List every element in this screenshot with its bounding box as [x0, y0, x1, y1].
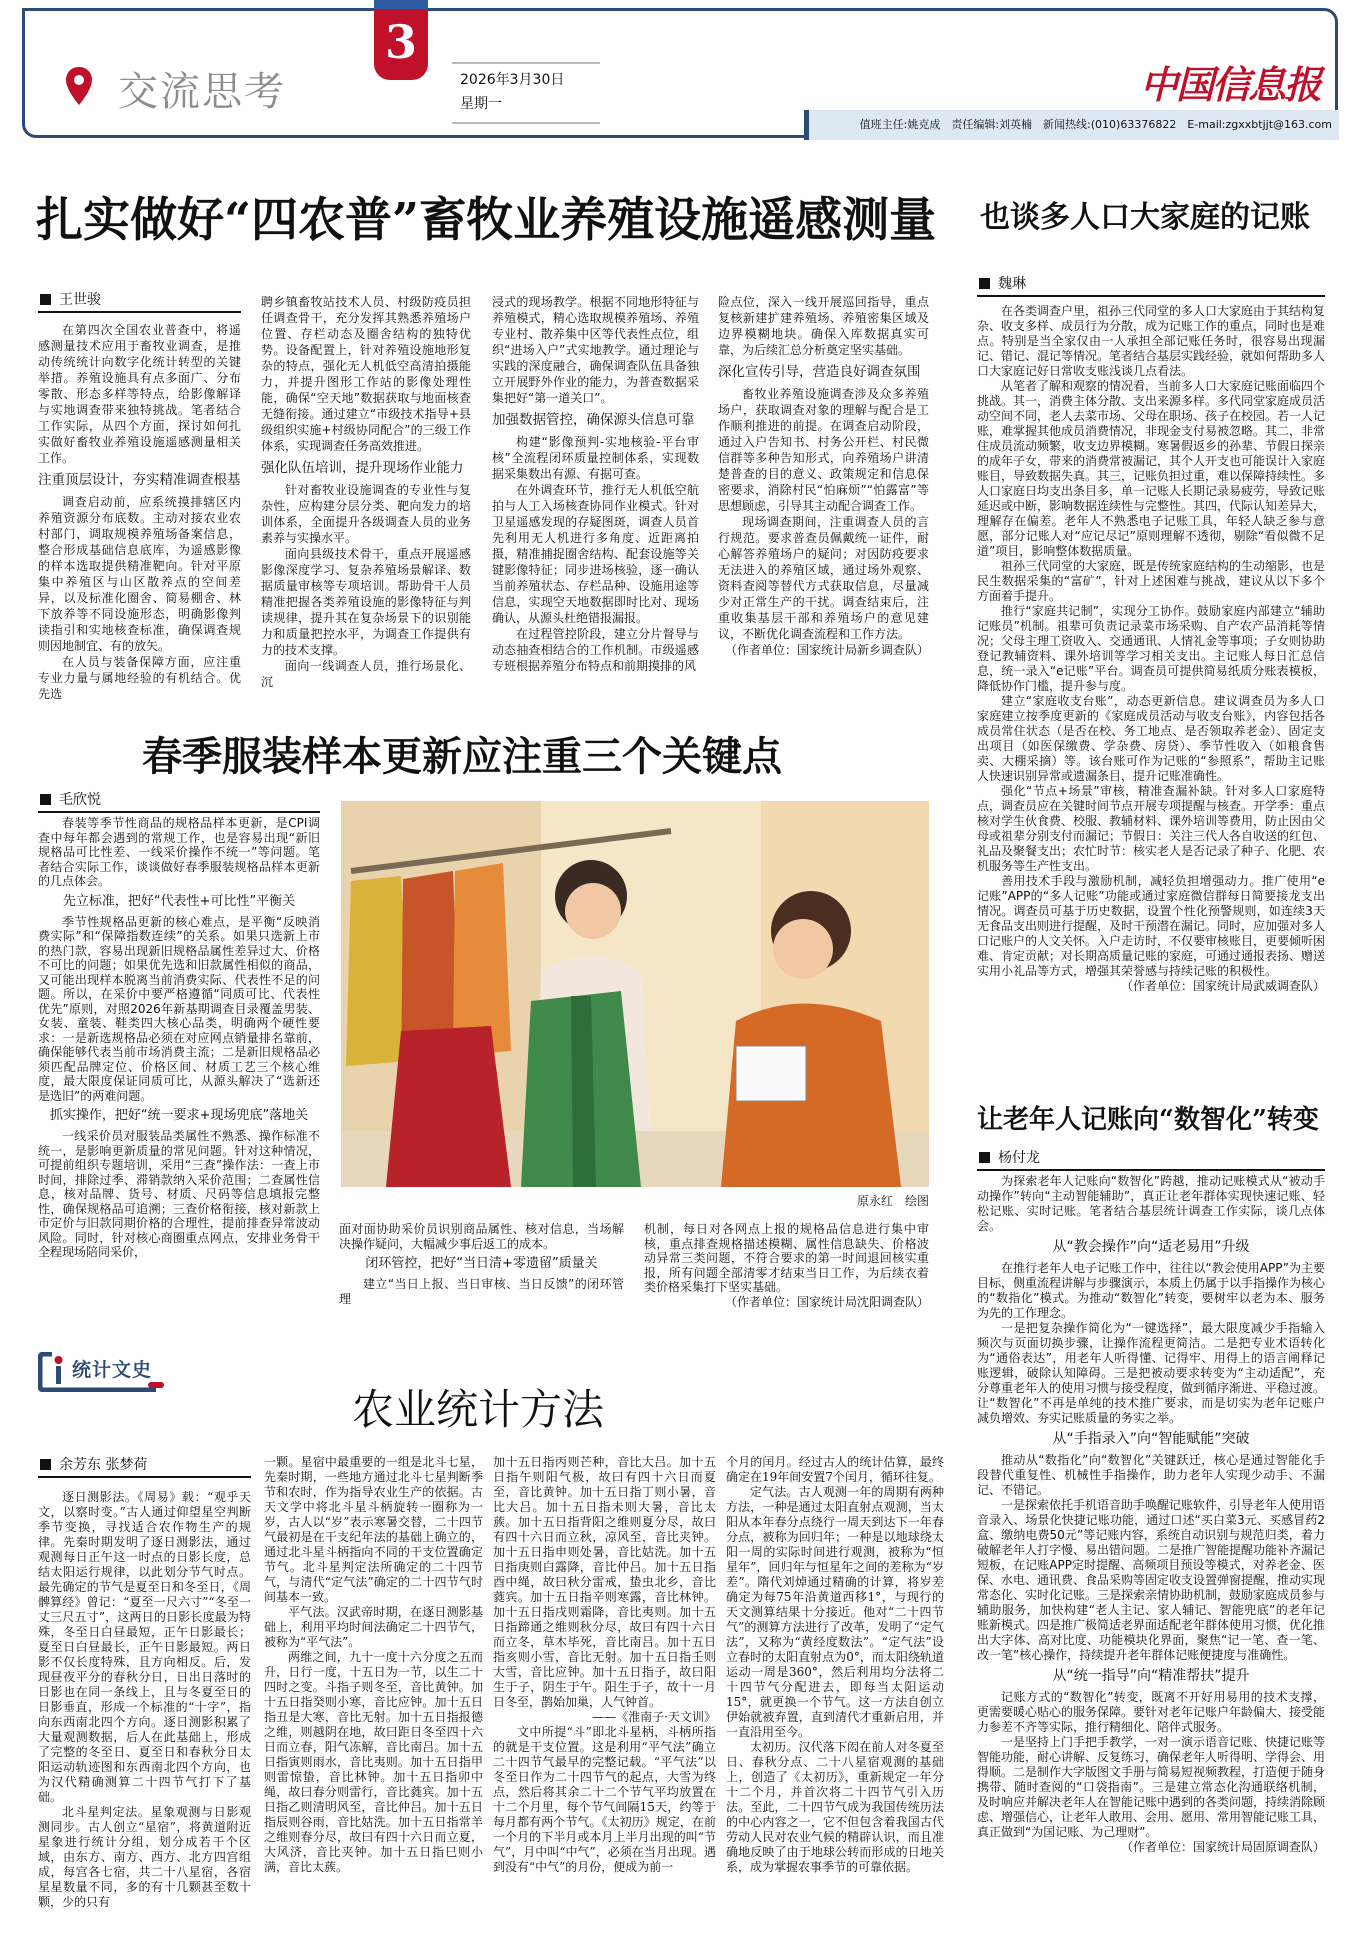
- paragraph: 在第四次全国农业普查中，将遥感测量技术应用于畜牧业调查，是推动传统统计向数字化统计转型的关键举措。养殖设施具有点多面广、分布零散、形态多样等特点，给影像解译与实地调查带来独特挑战。笔者结合工作实际，从四个方面，探讨如何扎实做好畜牧业养殖设施遥感测量相关工作。: [38, 323, 241, 465]
- section-heading: 从“教会操作”向“适老易用”升级: [1052, 1239, 1250, 1255]
- article-column: [261, 294, 471, 690]
- article-column: [339, 1222, 624, 1306]
- paragraph: 善用技术手段与激励机制，减轻负担增强动力。推广使用“e记账”APP的“多人记账”功能或通过家庭微信群每日简要接龙支出情况。调查员可基于历史数据，设置个性化预警规则，如连续3天无食品支出则进行提醒，及时干预潜在漏记。同时，应加强对多人口记账户的人文关怀。入户走访时，不仅要审核账目，更要倾听困难、肯定贡献；对长期高质量记账的家庭，可通过通报表扬、赠送实用小礼品等方式，增强其荣誉感与持续记账的积极性。: [977, 874, 1326, 978]
- article-column: [644, 1222, 929, 1309]
- article-column: [38, 816, 320, 1260]
- author-affiliation: （作者单位：国家统计局武威调查队）: [1120, 979, 1325, 993]
- section-heading: 从“统一指导”向“精准帮扶”提升: [1052, 1668, 1250, 1684]
- paragraph: 文中所提“斗”即北斗星柄，斗柄所指的就是干支位置。这是利用“平气法”确立二十四节气最早的完整记载。“平气法”以冬至日作为二十四节气的起点，大雪为终点，然后将其余二十二个节气平均放置在十二个月里，每个节气间隔15天，约等于每月都有两个节气。《太初历》规定，在前一个月的下半月或本月上半月出现的叫“节气”，月中叫“中气”，必须在当月出现。遇到没有“中气”的月份，便成为前一: [493, 1725, 716, 1874]
- article-column: [977, 1174, 1325, 1855]
- paragraph: 春装等季节性商品的规格品样本更新，是CPI调查中每年都会遇到的常规工作，也是容易出现“新旧规格品可比性差、一线采价操作不统一”等问题。笔者结合实际工作，谈谈做好春季服装规格品样本更新的几点体会。: [38, 816, 320, 888]
- article-column: [493, 1455, 716, 1875]
- paragraph: 太初历。汉代落下闳在前人对冬夏至日、春秋分点、二十八星宿观测的基础上，创造了《太初历》，重新规定一年分十二个月，并首次将二十四节气引入历法。至此，二十四节气成为我国传统历法的中心内容之一，它不但包含着我国古代劳动人民对农业气候的精辟认识，而且准确地反映了由于地球公转而形成的日地关系，成为掌握农事季节的可靠依据。: [726, 1740, 944, 1874]
- paragraph: 在过程管控阶段，建立分片督导与动态抽查相结合的工作机制。市级遥感专班根据养殖分布特点和前期摸排的风: [492, 627, 699, 673]
- article-headline: 扎实做好“四农普”畜牧业养殖设施遥感测量: [36, 193, 937, 248]
- weekday: 星期一: [460, 96, 502, 112]
- article-headline: 让老年人记账向“数智化”转变: [977, 1105, 1319, 1135]
- newspaper-logo: 中国信息报: [1140, 62, 1321, 107]
- paragraph: 面向一线调查人员，推行场景化、沉: [261, 659, 471, 689]
- section-heading: 强化队伍培训，提升现场作业能力: [261, 460, 464, 476]
- illustration-credit: 原永红 绘图: [856, 1194, 929, 1208]
- paragraph-continued: 浸式的现场教学。根据不同地形特征与养殖模式，精心选取规模养殖场、养殖专业村、散养集中区等代表性点位，组织“进场入户”式实地教学。通过理论与实践的深度融合，确保调查队伍具备独立开展野外作业的能力，为普查数据采集把好“第一道关口”。: [492, 295, 699, 405]
- issue-date: [452, 62, 600, 124]
- paragraph: 为探索老年人记账向“数智化”跨越，推动记账模式从“被动手动操作”转向“主动智能辅助”，真正让老年群体实现快速记账、轻松记账、实时记账。笔者结合基层统计调查工作实际，谈几点体会。: [977, 1174, 1325, 1233]
- section-heading: 从“手指录入”向“智能赋能”突破: [1052, 1431, 1250, 1447]
- paragraph-continued: 一颗。星宿中最重要的一组是北斗七星，先秦时期，一些地方通过北斗七星判断季节和农时，作为指导农业生产的依据。古天文学中将北斗星斗柄旋转一圈称为一岁，古人以“岁”表示寒暑交替，二十四节气最初是在干支纪年法的基础上确立的，通过北斗星斗柄指向不同的干支位置确定节气。北斗星判定法所确定的二十四节气，与清代“定气法”确定的二十四节气时间基本一致。: [264, 1455, 483, 1604]
- byline: 杨付龙: [977, 1148, 1325, 1171]
- author-affiliation: （作者单位：国家统计局新乡调查队）: [724, 643, 929, 657]
- paragraph: 记账方式的“数智化”转变，既离不开好用易用的技术支撑，更需要暖心贴心的服务保障。要针对老年记账户年龄偏大、接受能力参差不齐等实际，推行精细化、陪伴式服务。: [977, 1690, 1326, 1734]
- paragraph: 在外调查环节，推行无人机低空航拍与人工入场核查协同作业模式。针对卫星遥感发现的存疑图斑，调查人员首先利用无人机进行多角度、近距离拍摄，精准捕捉圈舍结构、配套设施等关键影像特征；同步进场核验，逐一确认当前养殖状态、存栏品种、设施用途等信息，实现空天地数据即时比对、现场确认，从源头杜绝错报漏报。: [492, 483, 699, 625]
- paragraph-continued: 聘乡镇畜牧站技术人员、村级防疫员担任调查骨干，充分发挥其熟悉养殖场户位置、存栏动态及圈舍结构的独特优势。设备配置上，针对养殖设施地形复杂的特点，强化无人机低空高清拍摄能力，并提升图形工作站的影像处理性能，确保“空天地”数据获取与地面核查无缝衔接。通过建立“市级技术指导+县级组织实施+村级协同配合”的三级工作体系，实现调查任务高效推进。: [261, 295, 471, 453]
- article-column: [492, 294, 699, 674]
- page-number: 3: [374, 0, 428, 80]
- paragraph: 定气法。古人观测一年的周期有两种方法，一种是通过太阳直射点观测，当太阳从本年春分点绕行一周天到达下一年春分点，被称为回归年；一种是以地球绕太阳一周的实际时间进行观测，被称为“恒星年”，回归年与恒星年之间的差称为“岁差”。隋代刘焯通过精确的计算，将岁差确定为每75年沿黄道西移1°，与现行的天文测算结果十分接近。他对“二十四节气”的测算方法进行了改革，发明了“定气法”，又称为“黄经度数法”。“定气法”设立春时的太阳直射点为0°，而太阳绕轨道运动一周是360°，然后利用均分法将二十四节气分配进去，即每当太阳运动15°，就更换一个节气。这一方法自创立伊始就被弃置，直到清代才重新启用，并一直沿用至今。: [726, 1485, 944, 1739]
- article-column: [726, 1455, 944, 1875]
- clothing-store-illustration: [341, 801, 929, 1187]
- byline: 余芳东 张梦荷: [38, 1455, 251, 1478]
- paragraph: 强化“节点+场景”审核，精准查漏补缺。针对多人口家庭特点，调查员应在关键时间节点开展专项提醒与核查。开学季：重点核对学生伙食费、校服、教辅材料、课外培训等费用，防止因由父母或祖辈分别支付而漏记；节假日：关注三代人各自收送的红包、礼品及聚餐支出；农忙时节：核实老人是否记录了种子、化肥、农机服务等生产性支出。: [977, 784, 1326, 873]
- section-heading: 抓实操作，把好“统一要求+现场兜底”落地关: [49, 1108, 309, 1123]
- author-affiliation: （作者单位：国家统计局固原调查队）: [1120, 1840, 1325, 1854]
- paragraph: 调查启动前，应系统摸排辖区内养殖资源分布底数。主动对接农业农村部门，调取规模养殖场备案信息，整合形成基础信息底库，为遥感影像的样本选取提供精准靶向。针对平原集中养殖区与山区散养点的空间差异，以及标准化圈舍、简易棚舍、林下放养等不同设施形态，明确影像判读指引和实地核查标准，确保调查规则因地制宜、有的放矢。: [38, 495, 241, 653]
- paragraph-continued: 机制，每日对各网点上报的规格品信息进行集中审核，重点排查规格描述模糊、属性信息缺失、价格波动异常三类问题，不符合要求的第一时间退回核实重报，所有问题全部清零才结束当日工作，为后续衣着类价格采集打下坚实基础。: [644, 1222, 929, 1294]
- column-label: 统计文史: [72, 1359, 153, 1381]
- byline: 王世骏: [38, 290, 241, 313]
- author-affiliation: ——《淮南子·天文训》: [592, 1710, 716, 1724]
- editor-info: 值班主任:姚克成 责任编辑:刘英楠 新闻热线:(010)63376822 E-mail:zgxxbtjjt@163.com: [859, 118, 1332, 131]
- article-headline: 农业统计方法: [352, 1385, 605, 1434]
- article-column: [38, 322, 241, 702]
- section-heading: 加强数据管控，确保源头信息可靠: [492, 412, 695, 428]
- paragraph: 逐日测影法。《周易》载：“观乎天文，以察时变。”古人通过仰望星空判断季节变换，寻找适合农作物生产的规律。先秦时期发明了逐日测影法，通过观测每日正午这一时点的日影长度，总结太阳运行规律，以此划分节气时点。最先确定的节气是夏至日和冬至日，《周髀算经》曾记：“夏至一尺六寸”“冬至一丈三尺五寸”，这两日的日影长度最为特殊，冬至日白昼最短，正午日影最长；夏至日白昼最长，正午日影最短。两日影不仅长度特殊，且方向相反。后，发现昼夜平分的春秋分日，日出日落时的日影也在同一条线上，且与冬夏至日的日影垂直，形成一个标准的“十字”，指向东西南北四个方向。逐日测影积累了大量观测数据，后人在此基础上，形成了完整的冬至日、夏至日和春秋分日太阳运动轨迹图和东西南北四个方向，也为汉代精确测算二十四节气打下了基础。: [38, 1490, 251, 1804]
- paragraph-continued: 加十五日指丙则芒种，音比大吕。加十五日指午则阳气极，故曰有四十六日而夏至，音比黄钟。加十五日指丁则小暑，音比大吕。加十五日指未则大暑，音比太蔟。加十五日指背阳之维则夏分尽，故曰有四十六日而立秋，凉风至，音比夹钟。加十五日指申则处暑，音比姑洗。加十五日指庚则白露降，音比仲吕。加十五日指酉中绳，故曰秋分雷戒，蛰虫北乡，音比蕤宾。加十五日指辛则寒露，音比林钟。加十五日指戌则霜降，音比夷则。加十五日指蹄通之维则秋分尽，故曰有四十六日而立冬，草木毕死，音比南吕。加十五日指亥则小雪，音比无射。加十五日指壬则大雪，音比应钟。加十五日指子，故曰阳生于子，阴生于午。阳生于子，故十一月日冬至，鹊始加巢，人气钟首。: [493, 1455, 716, 1709]
- article-column: [264, 1455, 483, 1875]
- paragraph: 建立“家庭收支台账”，动态更新信息。建议调查员为多人口家庭建立按季度更新的《家庭成员活动与收支台账》，内容包括各成员常住状态（是否在校、务工地点、是否领取养老金）、固定支出项目（如医保缴费、学杂费、房贷）、季节性收入（如粮食售卖、大棚采摘）等。该台账可作为记账的“参照系”，帮助主记账人快速识别异常或遗漏条目，提升记账准确性。: [977, 694, 1325, 783]
- location-pin-icon: [64, 66, 94, 106]
- paragraph: 构建“影像预判-实地核验-平台审核”全流程闭环质量控制体系，实现数据采集数出有源、有据可查。: [492, 435, 699, 481]
- byline: 魏琳: [977, 274, 1325, 297]
- date: 2026年3月30日: [460, 72, 565, 88]
- paragraph: 针对畜牧业设施调查的专业性与复杂性，应构建分层分类、靶向发力的培训体系，全面提升各级调查人员的业务素养与实操水平。: [261, 483, 471, 545]
- article-column: [977, 304, 1325, 994]
- article-headline: 春季服装样本更新应注重三个关键点: [142, 733, 782, 780]
- section-heading: 先立标准，把好“代表性+可比性”平衡关: [62, 893, 296, 909]
- paragraph: 两维之间，九十一度十六分度之五而升，日行一度，十五日为一节，以生二十四时之变。斗指子则冬至，音比黄钟。加十五日指癸则小寒，音比应钟。加十五日指丑是大寒，音比无射。加十五日指报德之维，则越阴在地，故曰距日冬至四十六日而立春，阳气冻解，音比南吕。加十五日指寅则雨水，音比夷则。加十五日指甲则雷惊蛰，音比林钟。加十五日指卯中绳，故曰春分则雷行，音比蕤宾。加十五日指乙则清明风至，音比仲吕。加十五日指辰则谷雨，音比姑洗。加十五日指常羊之维则春分尽，故曰有四十六日而立夏，大风济，音比夹钟。加十五日指巳则小满，音比太蔟。: [264, 1650, 483, 1874]
- paragraph: 北斗星判定法。星象观测与日影观测同步。古人创立“星宿”，将黄道附近星象进行统计分组，划分成若干个区域，由东方、南方、西方、北方四宫组成，每宫各七宿，共二十八星宿，各宿星星数量不同，多的有十几颗甚至数十颗，少的只有: [38, 1805, 251, 1909]
- paragraph-continued: 个月的闰月。经过古人的统计估算，最终确定在19年间安置7个闰月，循环往复。: [726, 1455, 944, 1484]
- paragraph: 一是把复杂操作简化为“一键选择”，最大限度减少手指输入频次与页面切换步骤，让操作流程更简洁。二是把专业术语转化为“通俗表达”，用老年人听得懂、记得牢、用得上的语言阐释记账逻辑，破除认知障碍。三是把被动要求转变为“主动适配”，充分尊重老年人的使用习惯与接受程度，做到循序渐进、平稳过渡。让“数智化”不再是单纯的技术推广要求，而是切实为老年记账户减负增效、夯实记账质量的务实之举。: [977, 1321, 1326, 1425]
- section-heading: 闭环管控，把好“当日清+零遗留”质量关: [365, 1256, 598, 1271]
- paragraph: 推行“家庭共记制”，实现分工协作。鼓励家庭内部建立“辅助记账员”机制。祖辈可负责记录菜市场采购、自产农产品消耗等情况；父母主理工资收入、交通通讯、人情礼金等事项；子女则协助登记教辅资料、课外培训等学习相关支出。主记账人每日汇总信息，统一录入“e记账”平台。调查员可提供简易纸质分账表模板，降低协作门槛，提升参与度。: [977, 604, 1326, 693]
- paragraph: 季节性规格品更新的核心难点，是平衡“反映消费实际”和“保障指数连续”的关系。如果只选新上市的热门款，容易出现新旧规格品属性差异过大、价格不可比的问题；如果优先选和旧款属性相似的商品，又可能出现样本脱离当前消费实际、代表性不足的问题。所以，在采价中要严格遵循“同质可比、代表性优先”原则，对照2026年新基期调查目录覆盖男装、女装、童装、鞋类四大核心品类，明确两个硬性要求：一是新选规格品必须在对应网点销量排名靠前，确保能够代表当前市场消费主流；二是新旧规格品必须匹配品牌定位、价格区间、材质工艺三个核心维度，最大限度保证同质可比，从源头解决了“选新还是选旧”的两难问题。: [38, 914, 320, 1103]
- paragraph: 在推行老年人电子记账工作中，往往以“教会使用APP”为主要目标，侧重流程讲解与步骤演示，本质上仍属于以手指操作为核心的“数指化”模式。为推动“数智化”转变，要树牢以老为本、服务为先的工作理念。: [977, 1261, 1326, 1320]
- paragraph: 在各类调查户里，祖孙三代同堂的多人口大家庭由于其结构复杂、收支多样、成员行为分散，成为记账工作的重点，同时也是难点。特别是当全家仅由一人承担全部记账任务时，很容易出现漏记、错记、混记等情况。笔者结合基层实践经验，就如何帮助多人口大家庭记好日常收支账浅谈几点看法。: [977, 304, 1326, 378]
- paragraph: 从笔者了解和观察的情况看，当前多人口大家庭记账面临四个挑战。其一，消费主体分散、支出来源多样。多代同堂家庭成员活动空间不同，老人去菜市场、父母在职场、孩子在校园。若一人记账，难掌握其他成员消费情况，非现金支付易被忽略。其二，非常住成员流动频繁，收支边界模糊。寒暑假返乡的孙辈、节假日探亲的成年子女，带来的消费常被漏记，其个人开支也可能误计入家庭账目，导致数据失真。其三，记账负担过重，难以保障持续性。多人口家庭日均支出条目多，单一记账人长期记录易疲劳，导致记账延迟或中断，影响数据连续性与完整性。其四，代际认知差异大，理解存在偏差。老年人不熟悉电子记账工具，年轻人缺乏参与意愿，部分记账人对“应记尽记”原则理解不透彻，剔除“看似微不足道”项目，影响整体数据质量。: [977, 379, 1326, 558]
- paragraph: 畜牧业养殖设施调查涉及众多养殖场户，获取调查对象的理解与配合是工作顺利推进的前提。在调查启动阶段，通过入户告知书、村务公开栏、村民微信群等多种告知形式，向养殖场户讲清楚普查的目的意义、政策规定和信息保密要求，消除村民“怕麻烦”“怕露富”等思想顾虑，引导其主动配合调查工作。: [718, 387, 929, 513]
- paragraph: 推动从“数指化”向“数智化”关键跃迁，核心是通过智能化手段替代重复性、机械性手指操作，助力老年人实现少动手、不漏记、不错记。: [977, 1453, 1325, 1497]
- article-headline: 也谈多人口大家庭的记账: [980, 200, 1310, 235]
- paragraph: 一是探索依托手机语音助手唤醒记账软件，引导老年人使用语音录入、场景化快捷记账功能，通过口述“买白菜3元、买感冒药2盒、缴纳电费50元”等记账内容，系统自动识别与规范归类，着力破解老年人打字慢、易出错问题。二是推广智能提醒功能补齐漏记短板，在记账APP定时提醒、高频项目预设等模式，对养老金、医保、水电、通讯费、食品采购等固定收支设置弹窗提醒，推动实现常态化、实时化记账。三是探索亲情协助机制，鼓励家庭成员参与辅助服务，加快构建“老人主记、家人辅记、智能兜底”的老年记账新模式。四是推广极简适老界面适配老年群体使用习惯，优化推出大字体、高对比度、功能模块化界面，聚焦“记一笔、查一笔、改一笔”核心操作，持续提升老年群体记账便捷度与准确性。: [977, 1498, 1326, 1662]
- paragraph: 一是坚持上门手把手教学，一对一演示语音记账、快捷记账等智能功能，耐心讲解、反复练习，确保老年人听得明、学得会、用得顺。二是制作大字版图文手册与简易短视频教程，打造便于随身携带、随时查阅的“口袋指南”。三是建立常态化沟通联络机制，及时响应并解决老年人在智能记账中遇到的各类问题，持续消除顾虑、增强信心，让老年人敢用、会用、愿用、常用智能记账工具，真正做到“为国记账、为己理财”。: [977, 1735, 1326, 1839]
- paragraph: 现场调查期间，注重调查人员的言行规范。要求普查员佩戴统一证件，耐心解答养殖场户的疑问；对因防疫要求无法进入的养殖区域，通过场外观察、资料查阅等替代方式获取信息，尽量减少对正常生产的干扰。调查结束后，注重收集基层干部和养殖场户的意见建议，不断优化调查流程和工作方法。: [718, 515, 929, 641]
- paragraph: 平气法。汉武帝时期，在逐日测影基础上，利用平均时间法确定二十四节气，被称为“平气法”。: [264, 1605, 483, 1649]
- paragraph-continued: 面对面协助采价员识别商品属性、核对信息，当场解决操作疑问，大幅减少事后返工的成本。: [339, 1222, 624, 1251]
- paragraph: 在人员与装备保障方面，应注重专业力量与属地经验的有机结合。优先选: [38, 655, 241, 701]
- paragraph: 祖孙三代同堂的大家庭，既是传统家庭结构的生动缩影，也是民生数据采集的“富矿”，针对上述困难与挑战，建议从以下多个方面着手提升。: [977, 559, 1326, 603]
- paragraph-continued: 险点位，深入一线开展巡回指导，重点复核新建扩建养殖场、养殖密集区域及边界模糊地块。确保入库数据真实可靠，为后续汇总分析奠定坚实基础。: [718, 295, 929, 357]
- section-heading: 注重顶层设计，夯实精准调查根基: [38, 472, 241, 488]
- paragraph: 面向县级技术骨干，重点开展遥感影像深度学习、复杂养殖场景解译、数据质量审核等专项培训。帮助骨干人员精准把握各类养殖设施的影像特征与判读规律，提升其在复杂场景下的识别能力和质量把控水平，为调查工作提供有力的技术支撑。: [261, 547, 471, 657]
- paragraph: 一线采价员对服装品类属性不熟悉、操作标准不统一，是影响更新质量的常见问题。针对这种情况，可提前组织专题培训，采用“三查”操作法：一查上市时间，排除过季、滞销款纳入采价范围；二查属性信息，核对品牌、货号、材质、尺码等信息填报完整性，确保规格品可追溯；三查价格衔接，核对新款上市定价与旧款同期价格的合理性，提前排查异常波动风险。同时，针对核心商圈重点网点，安排业务骨干全程现场陪同采价，: [38, 1129, 320, 1259]
- section-heading: 深化宣传引导，营造良好调查氛围: [718, 364, 921, 380]
- author-affiliation: （作者单位：国家统计局沈阳调查队）: [724, 1294, 929, 1309]
- paragraph: 建立“当日上报、当日审核、当日反馈”的闭环管理: [339, 1277, 624, 1306]
- article-column: [38, 1490, 251, 1910]
- byline: 毛欣悦: [38, 790, 320, 813]
- article-column: [718, 294, 929, 658]
- section-title: 交流思考: [118, 69, 286, 115]
